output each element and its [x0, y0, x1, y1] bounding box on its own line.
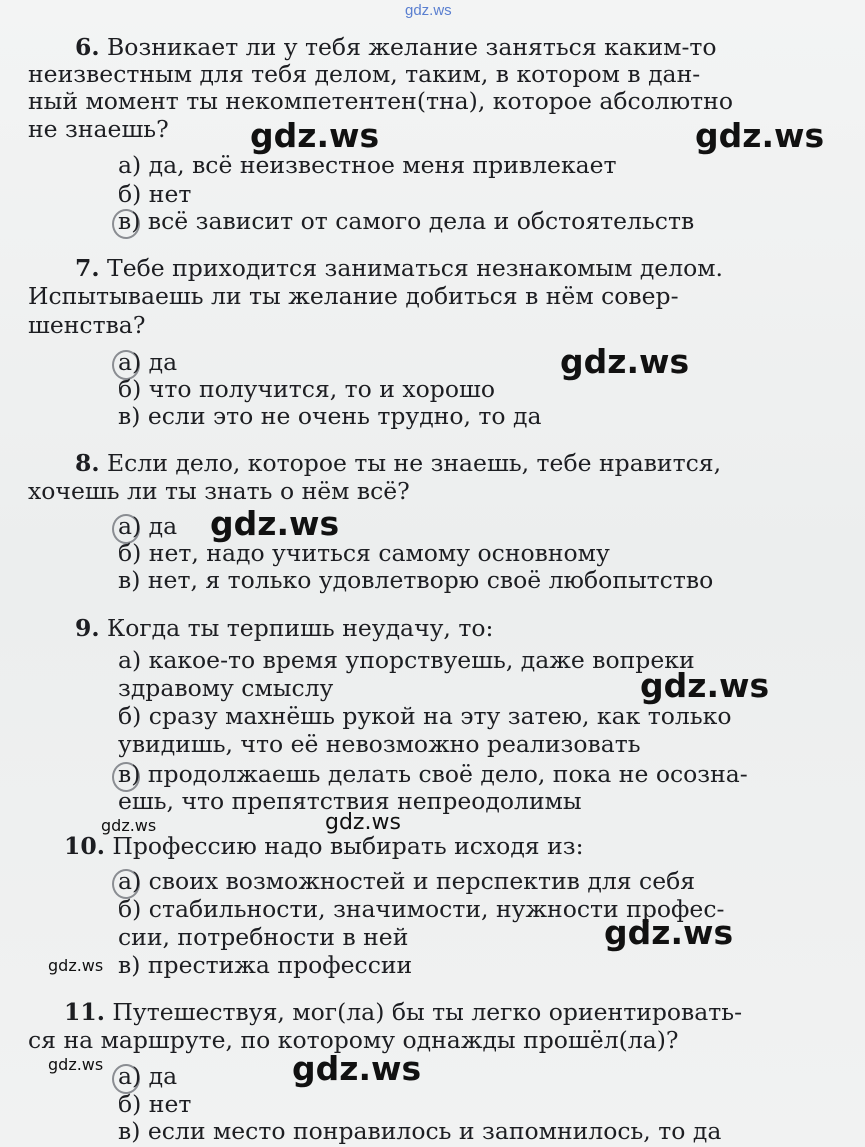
answer-option: а) своих возможностей и перспектив для себя — [118, 867, 696, 895]
watermark: gdz.ws — [604, 913, 734, 952]
answer-option: б) что получится, то и хорошо — [118, 375, 495, 403]
watermark: gdz.ws — [640, 666, 770, 705]
answer-option: в) если это не очень трудно, то да — [118, 402, 542, 430]
answer-option: в) престижа профессии — [118, 951, 413, 979]
question-text: хочешь ли ты знать о нём всё? — [28, 477, 410, 505]
answer-option: в) продолжаешь делать своё дело, пока не осозна- — [118, 760, 748, 788]
answer-option: увидишь, что её невозможно реализовать — [118, 730, 641, 758]
watermark: gdz.ws — [292, 1049, 422, 1088]
question-number: 11. — [64, 998, 105, 1026]
question-text: Путешествуя, мог(ла) бы ты легко ориентировать- — [112, 998, 743, 1026]
answer-option: б) сразу махнёшь рукой на эту затею, как только — [118, 702, 732, 730]
question-text: Возникает ли у тебя желание заняться каким-то — [107, 33, 717, 61]
answer-option: б) нет — [118, 1090, 192, 1118]
question-text: Испытываешь ли ты желание добиться в нём совер- — [28, 282, 679, 310]
answer-option: а) да — [118, 1062, 178, 1090]
answer-option: здравому смыслу — [118, 674, 334, 702]
answer-option: ешь, что препятствия непреодолимы — [118, 787, 582, 815]
question-number: 9. — [75, 614, 100, 642]
answer-option: а) да — [118, 348, 178, 376]
question-number: 10. — [64, 832, 105, 860]
answer-option: б) нет — [118, 180, 192, 208]
watermark: gdz.ws — [48, 956, 104, 975]
watermark: gdz.ws — [250, 116, 380, 155]
answer-option: в) нет, я только удовлетворю своё любопытство — [118, 566, 714, 594]
watermark: gdz.ws — [560, 342, 690, 381]
answer-option: а) да — [118, 512, 178, 540]
answer-option: а) какое-то время упорствуешь, даже вопреки — [118, 646, 695, 674]
answer-option: в) если место понравилось и запомнилось, то да — [118, 1117, 722, 1145]
watermark-top: gdz.ws — [405, 2, 452, 19]
question-text: Если дело, которое ты не знаешь, тебе нравится, — [107, 449, 722, 477]
watermark: gdz.ws — [210, 504, 340, 543]
question-text: Тебе приходится заниматься незнакомым делом. — [107, 254, 724, 282]
question-number: 7. — [75, 254, 100, 282]
question-text: неизвестным для тебя делом, таким, в котором в дан- — [28, 60, 701, 88]
answer-option: в) всё зависит от самого дела и обстоятельств — [118, 207, 695, 235]
watermark: gdz.ws — [101, 816, 157, 835]
answer-option: б) нет, надо учиться самому основному — [118, 539, 610, 567]
question-text: ся на маршруте, по которому однажды прошёл(ла)? — [28, 1026, 679, 1054]
question-number: 8. — [75, 449, 100, 477]
watermark: gdz.ws — [695, 116, 825, 155]
question-text: не знаешь? — [28, 115, 169, 143]
answer-option: б) стабильности, значимости, нужности профес- — [118, 895, 725, 923]
question-text: ный момент ты некомпетентен(тна), которое абсолютно — [28, 87, 733, 115]
question-text: Когда ты терпишь неудачу, то: — [107, 614, 494, 642]
question-text: шенства? — [28, 311, 146, 339]
answer-option: сии, потребности в ней — [118, 923, 409, 951]
watermark: gdz.ws — [48, 1055, 104, 1074]
question-number: 6. — [75, 33, 100, 61]
watermark: gdz.ws — [325, 810, 401, 835]
answer-option: а) да, всё неизвестное меня привлекает — [118, 151, 617, 179]
question-text: Профессию надо выбирать исходя из: — [112, 832, 584, 860]
